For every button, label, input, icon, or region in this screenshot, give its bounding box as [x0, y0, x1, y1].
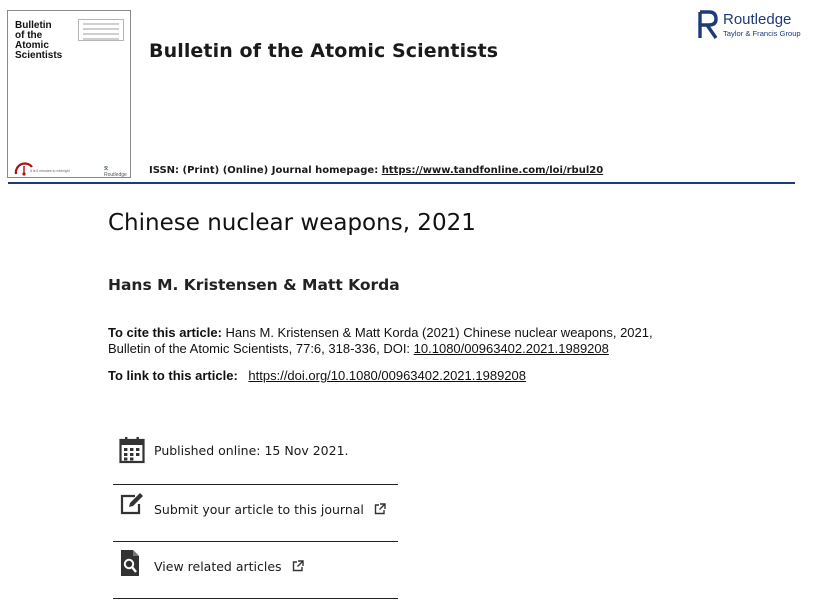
article-permalink[interactable]: https://doi.org/10.1080/00963402.2021.1989208	[248, 368, 526, 383]
cover-publisher: ℛ Routledge	[104, 166, 127, 178]
article-authors: Hans M. Kristensen & Matt Korda	[108, 276, 400, 294]
cover-info-box	[78, 19, 124, 41]
divider	[113, 484, 398, 485]
external-link-icon	[374, 503, 386, 515]
cite-label: To cite this article:	[108, 325, 222, 340]
cover-tagline: It is 5 minutes to midnight	[30, 169, 70, 173]
submit-label: Submit your article to this journal	[154, 502, 364, 517]
article-title: Chinese nuclear weapons, 2021	[108, 210, 476, 236]
header-divider	[8, 182, 795, 184]
search-document-icon	[119, 549, 143, 577]
publisher-group: Taylor & Francis Group	[723, 29, 801, 38]
journal-homepage-link[interactable]: https://www.tandfonline.com/loi/rbul20	[381, 165, 604, 176]
divider	[113, 598, 398, 599]
submit-article-link[interactable]	[113, 490, 398, 540]
external-link-icon	[292, 560, 304, 572]
publisher-logo[interactable]	[697, 10, 807, 42]
routledge-logo-icon	[697, 10, 718, 40]
published-info	[113, 434, 398, 484]
related-label: View related articles	[154, 559, 282, 574]
journal-name: Bulletin of the Atomic Scientists	[149, 40, 499, 62]
publisher-brand: Routledge	[723, 11, 792, 28]
article-link-row	[108, 368, 526, 383]
calendar-icon	[119, 436, 145, 464]
divider	[113, 541, 398, 542]
related-articles-link[interactable]	[113, 547, 398, 597]
citation-block: To cite this article: Hans M. Kristensen & Matt Korda (2021) Chinese nuclear weapons, 2021, Bulletin of the Atomic Scientists, 77:6, 318-336, DOI: 10.1080/00963402.2021.1989208	[108, 325, 653, 356]
doi-link[interactable]: 10.1080/00963402.2021.1989208	[413, 341, 609, 356]
link-label: To link to this article:	[108, 368, 238, 383]
cover-title: Bulletin of the Atomic Scientists	[15, 20, 63, 61]
edit-icon	[119, 492, 145, 516]
doomsday-clock-icon	[13, 156, 35, 178]
issn-line: ISSN: (Print) (Online) Journal homepage: https://www.tandfonline.com/loi/rbul20	[149, 165, 604, 176]
journal-cover	[7, 10, 131, 178]
published-date: Published online: 15 Nov 2021.	[154, 443, 349, 458]
